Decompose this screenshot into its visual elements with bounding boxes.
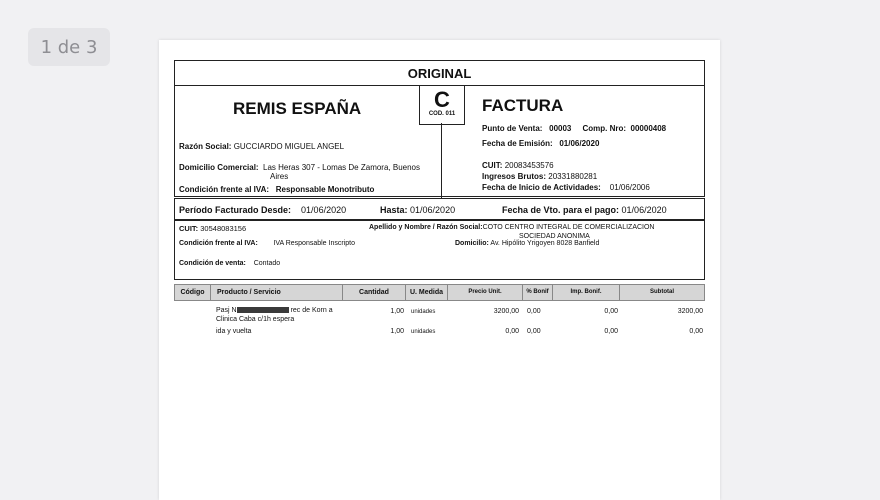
row-description: Pasj N rec de Korn a [216,307,333,314]
col-codigo: Código [175,285,211,300]
domicilio-comercial-line2: Aires [270,172,289,181]
row-subtotal: 0,00 [689,328,703,335]
periodo-hasta: Hasta: 01/06/2020 [380,205,456,215]
domicilio-comercial: Domicilio Comercial: Las Heras 307 - Lomas De Zamora, Buenos [179,163,420,172]
invoice-type-box [419,85,465,125]
company-name: REMIS ESPAÑA [233,99,362,118]
condicion-iva: Condición frente al IVA: Responsable Monotributo [179,185,375,194]
col-unidad: U. Medida [406,285,448,300]
row-description-line2: Clinica Caba c/1h espera [216,316,295,323]
invoice-header [174,85,705,197]
row-unidad: unidades [411,309,436,315]
client-info [174,220,705,280]
invoice-type-letter: C [434,87,450,112]
row-precio: 0,00 [505,328,519,335]
doc-title: FACTURA [482,96,564,115]
emisor-cuit: CUIT: 20083453576 [482,161,554,170]
copy-label: ORIGINAL [174,60,705,86]
redacted-text [237,307,289,313]
fecha-vencimiento: Fecha de Vto. para el pago: 01/06/2020 [502,205,667,215]
col-cantidad: Cantidad [343,285,406,300]
row-imp-bonif: 0,00 [604,328,618,335]
client-name: Apellido y Nombre / Razón Social:COTO CENTRO INTEGRAL DE COMERCIALIZACION [369,224,655,231]
col-bonif: % Bonif [523,285,553,300]
page-indicator: 1 de 3 [28,28,110,66]
client-name-line2: SOCIEDAD ANONIMA [519,233,590,240]
razon-social: Razón Social: GUCCIARDO MIGUEL ANGEL [179,142,345,151]
punto-venta: Punto de Venta: 00003 Comp. Nro: 00000408 [482,124,667,133]
row-cantidad: 1,00 [390,308,404,315]
periodo-desde: Período Facturado Desde: 01/06/2020 [179,205,347,215]
row-precio: 3200,00 [493,308,519,315]
col-producto: Producto / Servicio [211,285,343,300]
header-divider [441,123,442,198]
ingresos-brutos: Ingresos Brutos: 20331880281 [482,172,598,181]
row-bonif: 0,00 [527,308,541,315]
col-precio: Precio Unit. [448,285,523,300]
periodo-facturado [174,198,705,220]
fecha-emision: Fecha de Emisión: 01/06/2020 [482,139,600,148]
client-iva: Condición frente al IVA: IVA Responsable Inscripto [179,240,355,247]
row-subtotal: 3200,00 [677,308,703,315]
inicio-actividades: Fecha de Inicio de Actividades: 01/06/2006 [482,183,650,192]
col-subtotal: Subtotal [650,289,674,295]
invoice-type-code: COD. 011 [428,111,456,117]
condicion-venta: Condición de venta: Contado [179,260,281,267]
col-imp-bonif: Imp. Bonif. [553,285,620,300]
row-unidad: unidades [411,329,436,335]
row-imp-bonif: 0,00 [604,308,618,315]
items-table-header [174,284,705,301]
client-cuit: CUIT: 30548083156 [179,224,247,233]
document-page [159,40,720,500]
row-cantidad: 1,00 [390,328,404,335]
client-domicilio: Domicilio: Av. Hipólito Yrigoyen 8028 Banfield [455,240,600,247]
row-bonif: 0,00 [527,328,541,335]
row-description: ida y vuelta [216,328,252,335]
